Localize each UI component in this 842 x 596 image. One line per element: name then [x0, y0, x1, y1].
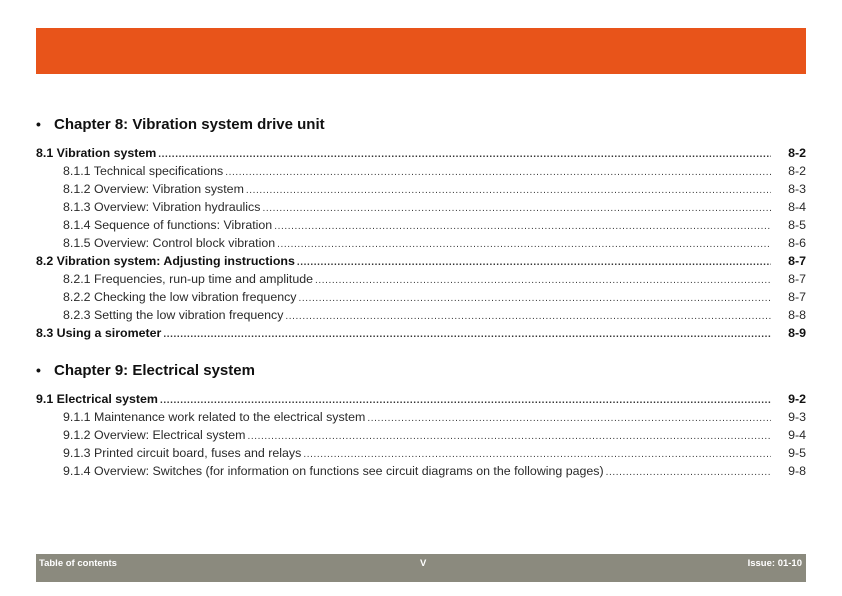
- header-banner: [36, 28, 806, 74]
- toc-entry-page: 8-9: [788, 326, 806, 340]
- dot-leader: [163, 326, 771, 344]
- dot-leader: [225, 164, 771, 182]
- toc-entry-page: 9-8: [788, 464, 806, 478]
- dot-leader: [246, 182, 771, 200]
- footer-issue-label: Issue: 01-10: [747, 558, 802, 569]
- toc-entry-page: 8-2: [788, 164, 806, 178]
- toc-entry[interactable]: [36, 162, 806, 180]
- chapter-9-section: [36, 360, 806, 480]
- toc-entry-page: 9-4: [788, 428, 806, 442]
- dot-leader: [277, 236, 771, 254]
- toc-entry-page: 8-3: [788, 182, 806, 196]
- toc-entry-page: 8-4: [788, 200, 806, 214]
- toc-entry-title: 9.1.4 Overview: Switches (for information on functions see circuit diagrams on the following pages): [63, 464, 604, 478]
- toc-entry-page: 8-7: [788, 254, 806, 268]
- toc-entry[interactable]: [36, 306, 806, 324]
- toc-entry[interactable]: [36, 198, 806, 216]
- footer-section-label: Table of contents: [39, 558, 117, 569]
- toc-entry-title: 8.1.4 Sequence of functions: Vibration: [63, 218, 273, 232]
- toc-entry-page: 8-8: [788, 308, 806, 322]
- bullet-icon: •: [36, 116, 41, 132]
- toc-entry[interactable]: [36, 462, 806, 480]
- toc-entry-title: 9.1 Electrical system: [36, 392, 158, 406]
- toc-entry[interactable]: [36, 252, 806, 270]
- chapter-title: Chapter 8: Vibration system drive unit: [54, 115, 325, 133]
- toc-entry-page: 9-5: [788, 446, 806, 460]
- toc-entry-title: 9.1.3 Printed circuit board, fuses and relays: [63, 446, 302, 460]
- toc-entry-title: 8.2.2 Checking the low vibration frequency: [63, 290, 297, 304]
- toc-entry-title: 9.1.1 Maintenance work related to the electrical system: [63, 410, 366, 424]
- toc-entry-page: 8-5: [788, 218, 806, 232]
- bullet-icon: •: [36, 362, 41, 378]
- footer-page-number: V: [420, 558, 427, 569]
- toc-entry[interactable]: [36, 426, 806, 444]
- dot-leader: [262, 200, 771, 218]
- dot-leader: [158, 146, 771, 164]
- toc-entry[interactable]: [36, 324, 806, 342]
- dot-leader: [247, 428, 771, 446]
- toc-entry[interactable]: [36, 216, 806, 234]
- chapter-title: Chapter 9: Electrical system: [54, 361, 255, 379]
- toc-entry[interactable]: [36, 444, 806, 462]
- chapter-8-section: [36, 114, 806, 342]
- page-footer: [36, 554, 806, 582]
- toc-entry-title: 8.1.3 Overview: Vibration hydraulics: [63, 200, 261, 214]
- chapter-heading: [36, 360, 806, 380]
- toc-entry-title: 8.2.3 Setting the low vibration frequency: [63, 308, 284, 322]
- toc-entry-title: 8.1.2 Overview: Vibration system: [63, 182, 244, 196]
- dot-leader: [606, 464, 771, 482]
- dot-leader: [285, 308, 771, 326]
- toc-entry[interactable]: [36, 270, 806, 288]
- toc-entry[interactable]: [36, 234, 806, 252]
- toc-entry-page: 8-7: [788, 290, 806, 304]
- toc-entry-page: 9-2: [788, 392, 806, 406]
- dot-leader: [315, 272, 771, 290]
- toc-list: [36, 144, 806, 342]
- dot-leader: [297, 254, 771, 272]
- chapter-heading: [36, 114, 806, 134]
- toc-entry-title: 9.1.2 Overview: Electrical system: [63, 428, 246, 442]
- toc-entry-title: 8.2 Vibration system: Adjusting instructions: [36, 254, 295, 268]
- toc-list: [36, 390, 806, 480]
- toc-entry-title: 8.3 Using a sirometer: [36, 326, 162, 340]
- toc-entry[interactable]: [36, 288, 806, 306]
- toc-entry[interactable]: [36, 180, 806, 198]
- toc-entry[interactable]: [36, 408, 806, 426]
- toc-entry-title: 8.1.1 Technical specifications: [63, 164, 224, 178]
- dot-leader: [274, 218, 771, 236]
- toc-entry-title: 8.1 Vibration system: [36, 146, 157, 160]
- toc-entry-title: 8.1.5 Overview: Control block vibration: [63, 236, 276, 250]
- toc-entry-page: 8-7: [788, 272, 806, 286]
- toc-entry-title: 8.2.1 Frequencies, run-up time and amplitude: [63, 272, 314, 286]
- toc-entry-page: 8-6: [788, 236, 806, 250]
- dot-leader: [299, 290, 772, 308]
- toc-entry[interactable]: [36, 144, 806, 162]
- toc-entry-page: 8-2: [788, 146, 806, 160]
- toc-entry[interactable]: [36, 390, 806, 408]
- dot-leader: [367, 410, 771, 428]
- toc-entry-page: 9-3: [788, 410, 806, 424]
